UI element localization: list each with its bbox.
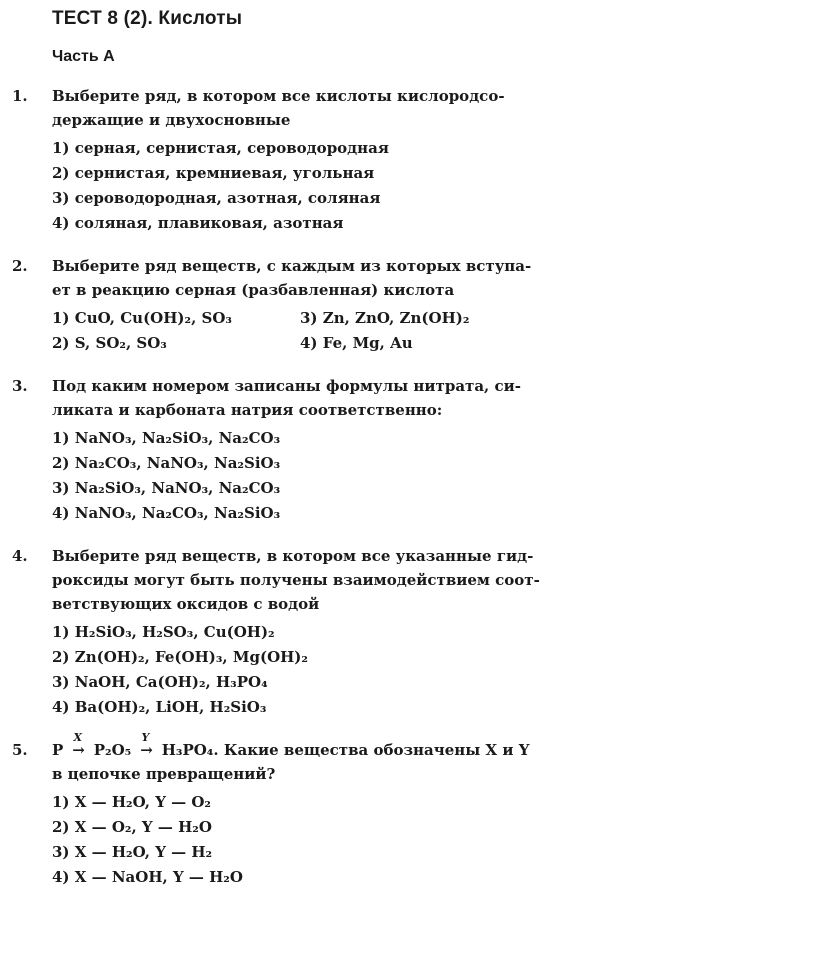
answer-option-1[interactable]: 1) X — H₂O, Y — O₂ — [52, 793, 212, 811]
question-text — [52, 84, 552, 132]
question-text-line: Выберите ряд веществ, с каждым из которых вступа- — [52, 257, 532, 275]
question-text-line: Под каким номером записаны формулы нитрата, си- — [52, 377, 521, 395]
question-number: 4. — [12, 547, 28, 565]
answer-option-2[interactable]: 2) сернистая, кремниевая, угольная — [52, 164, 375, 182]
answer-option-3[interactable]: 3) X — H₂O, Y — H₂ — [52, 843, 213, 861]
answer-option-1[interactable]: 1) NaNO₃, Na₂SiO₃, Na₂CO₃ — [52, 429, 281, 447]
answer-option-2[interactable]: 2) Zn(OH)₂, Fe(OH)₃, Mg(OH)₂ — [52, 648, 308, 666]
answer-options — [52, 136, 389, 236]
answer-options — [52, 790, 243, 890]
page-title: ТЕСТ 8 (2). Кислоты — [52, 8, 243, 29]
question-text-line: в цепочке превращений? — [52, 765, 276, 783]
question-text-line: роксиды могут быть получены взаимодействием соот- — [52, 571, 540, 589]
question-text-rest: Какие вещества обозначены X и Y — [223, 741, 530, 759]
answer-option-4[interactable]: 4) соляная, плавиковая, азотная — [52, 214, 344, 232]
answer-options — [52, 426, 280, 526]
question-text — [52, 731, 552, 786]
answer-option-2[interactable]: 2) X — O₂, Y — H₂O — [52, 818, 212, 836]
question-text — [52, 374, 552, 422]
arrow-label-y: Y — [141, 731, 150, 744]
answer-option-1[interactable]: 1) серная, сернистая, сероводородная — [52, 139, 389, 157]
answer-option-3[interactable]: 3) Na₂SiO₃, NaNO₃, Na₂CO₃ — [52, 479, 281, 497]
answer-option-2[interactable]: 2) S, SO₂, SO₃ — [52, 334, 167, 352]
chain-start: P — [52, 741, 64, 759]
question-number: 1. — [12, 87, 28, 105]
question-number: 5. — [12, 741, 28, 759]
reaction-arrow-y: Y → — [136, 738, 156, 762]
answer-options — [52, 620, 308, 720]
answer-option-4[interactable]: 4) Ba(OH)₂, LiOH, H₂SiO₃ — [52, 698, 267, 716]
question-text — [52, 544, 552, 616]
answer-option-1[interactable]: 1) CuO, Cu(OH)₂, SO₃ — [52, 309, 232, 327]
answer-option-3[interactable]: 3) сероводородная, азотная, соляная — [52, 189, 381, 207]
question-text-line: Выберите ряд веществ, в котором все указанные гид- — [52, 547, 534, 565]
answer-option-2[interactable]: 2) Na₂CO₃, NaNO₃, Na₂SiO₃ — [52, 454, 281, 472]
chain-mid: P₂O₅ — [93, 741, 132, 759]
answer-option-4[interactable]: 4) Fe, Mg, Au — [300, 334, 413, 352]
chain-end: H₃PO₄. — [161, 741, 219, 759]
question-text-line — [52, 731, 552, 762]
question-text-line: держащие и двухосновные — [52, 111, 291, 129]
answer-option-3[interactable]: 3) NaOH, Ca(OH)₂, H₃PO₄ — [52, 673, 268, 691]
arrow-label-x: X — [73, 731, 83, 744]
answer-option-1[interactable]: 1) H₂SiO₃, H₂SO₃, Cu(OH)₂ — [52, 623, 275, 641]
question-text-line: ликата и карбоната натрия соответственно: — [52, 401, 443, 419]
answer-option-4[interactable]: 4) NaNO₃, Na₂CO₃, Na₂SiO₃ — [52, 504, 281, 522]
question-text-line: ветствующих оксидов с водой — [52, 595, 320, 613]
answer-option-3[interactable]: 3) Zn, ZnO, Zn(OH)₂ — [300, 309, 470, 327]
question-number: 2. — [12, 257, 28, 275]
question-text-line: ет в реакцию серная (разбавленная) кислота — [52, 281, 455, 299]
section-heading: Часть А — [52, 48, 115, 65]
answer-option-4[interactable]: 4) X — NaOH, Y — H₂O — [52, 868, 243, 886]
reaction-arrow-x: X → — [69, 738, 89, 762]
question-text-line: Выберите ряд, в котором все кислоты кислородсо- — [52, 87, 505, 105]
question-number: 3. — [12, 377, 28, 395]
question-text — [52, 254, 552, 302]
